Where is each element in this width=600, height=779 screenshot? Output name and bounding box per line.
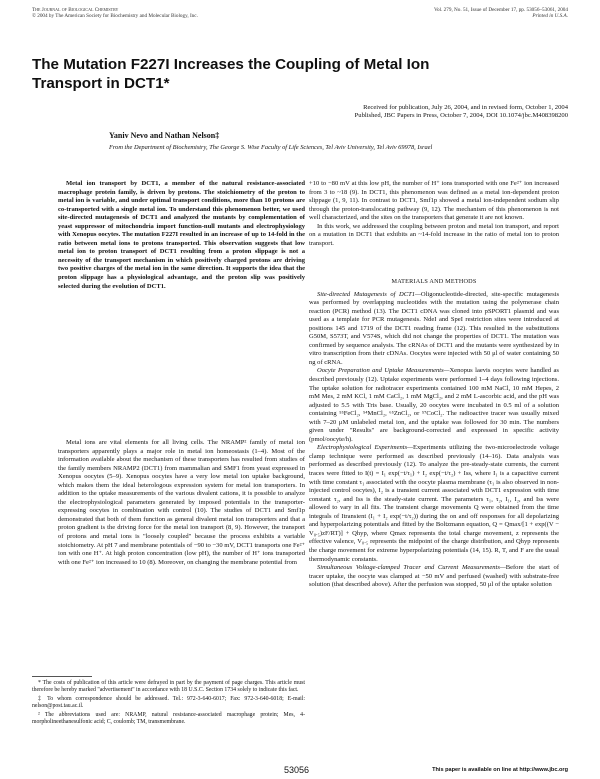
published-doi: Published, JBC Papers in Press, October 7, 2004, DOI 10.1074/jbc.M408398200 — [354, 112, 568, 120]
footnote-costs: * The costs of publication of this article were defrayed in part by the payment of page charges. This article must therefore be hereby marked "advertisement" in accordance with 18 U.S.C. Section 1734 solely to indicate this fact. — [32, 680, 305, 694]
article-title — [32, 55, 512, 93]
subheading-oocyte: Oocyte Preparation and Uptake Measurements— — [317, 367, 450, 375]
copyright: © 2004 by The American Society for Biochemistry and Molecular Biology, Inc. — [32, 13, 198, 20]
introduction-column — [58, 439, 305, 567]
electrophysiology-text: Experiments utilizing the two-microelectrode voltage clamp technique were performed as described previously (14–16). Data analysis was performed as described previously (12). To analyze the pre-steady-state currents, the current traces were fitted to I(t) = I₁ exp(−t/τ₁) + I₂ exp(−t/τ₂) + Iss, where I₁ is a capacitive current with time constant τ₁ associated with the oocyte plasma membrane (τ₁ is also observed in non-injected control oocytes), I₂ is a transient current associated with DCT1 expression with time constant τ₂, and Iss is the steady-state current. The parameters τ₁, τ₂, I₁, I₂, and Iss were allowed to vary in all fits. The transient charge movements Q were obtained from the time integrals of Itransient (I₁ + I₂ exp(−t/τ₂)) during the on and off responses for all depolarizing and hyperpolarizing potentials and fitted by the Boltzmann equation, Q = Qmax/[1 + exp((V − V₀.₅)zF/RT)] + Qhyp, where Qmax represents the total charge movement, z represents the effective valence, V₀.₅ represents the midpoint of the charge distribution, and Qhyp represents the charge movement for extreme hyperpolarizing potentials (14, 15). R, T, and F are the usual thermodynamic constants. — [309, 444, 559, 563]
tracer-text: Before the start of tracer uptake, the oocyte was clamped at −50 mV and perfused (washed) with substrate-free solution (that described above). After the perfusion was stopped, 50 μl of the uptake solution — [309, 564, 559, 589]
paragraph-this-work: In this work, we addressed the coupling between proton and metal ion transport, and report on a mutation in DCT1 that exhibits an ~14-fold increase in the ratio of metal ion to proton transport. — [309, 222, 559, 247]
title-line-1: The Mutation F227I Increases the Coupling of Metal Ion — [32, 56, 430, 73]
footnote-rule — [32, 676, 92, 677]
right-column-top — [309, 180, 559, 248]
footnote-correspondence: ‡ To whom correspondence should be addressed. Tel.: 972-3-640-6017; Fax: 972-3-640-6018; E-mail: nelson@post.tau.ac.il. — [32, 695, 305, 710]
received-dates: Received for publication, July 26, 2004, and in revised form, October 1, 2004 — [363, 104, 568, 111]
paragraph-continued: +10 to −80 mV at this low pH, the number of H⁺ ions transported with one Fe²⁺ ion increased from 3 to ~18 (9). In DCT1, this phenomenon was defined as a metal ion-dependent proton slippage (1, 9, 11). In contrast to DCT1, Smf1p showed a metal ion-independent sodium slip through the proton-translocating pathway (9, 12). The mechanism of this phenomenon is not well characterized, and the sites on the transporters that generate it are not known. — [309, 180, 559, 222]
subheading-electrophysiology: Electrophysiological Experiments— — [317, 444, 413, 452]
methods-section — [309, 272, 559, 590]
oocyte-text: Xenopus laevis oocytes were handled as described previously (12). Uptake experiments were performed 1–4 days following injections. The uptake solution for radiotracer experiments contained 100 mM NaCl, 10 mM Hepes, 2 mM Mes, 2 mM KCl, 1 mM CaCl₂, 1 mM MgCl₂, and 2 mM L-ascorbic acid, and the pH was adjusted to 5.5 with Tris base. Usually, 20 oocytes were incubated in 0.5 ml of a solution containing ⁵⁵FeCl₂, ⁵⁴MnCl₂, ⁶⁵ZnCl₂, or ⁵⁷CoCl₂. The radioactive tracer was usually mixed with 7–20 μM unlabeled metal ion, and the uptake was followed for 30 min. The numbers given under "Results" are background-corrected and expressed in specific activity (pmol/oocyte/h). — [309, 367, 559, 443]
subheading-mutagenesis: Site-directed Mutagenesis of DCT1— — [317, 290, 421, 298]
volume-info: Vol. 279, No. 51, Issue of December 17, pp. 53056–53061, 2004 — [433, 7, 568, 13]
journal-name: The Journal of Biological Chemistry — [32, 7, 119, 13]
methods-paragraph-mutagenesis — [309, 291, 559, 368]
publication-history — [168, 104, 568, 121]
printed-in: Printed in U.S.A. — [532, 13, 568, 20]
authors: Yaniv Nevo and Nathan Nelson‡ — [109, 131, 220, 140]
abstract: Metal ion transport by DCT1, a member of the natural resistance-associated macrophage protein family, is driven by protons. The stoichiometry of the proton to metal ion is variable, and under optimal transport conditions, more than 10 protons are co-transported with a single metal ion. To understand this phenomenon better, we used site-directed mutagenesis of DCT1 and analyzed the mutants by complementation of yeast suppressor of mitochondria import function-null mutants and electrophysiology with Xenopus oocytes. The mutation F227I resulted in an increase of up to 14-fold in the ratio between metal ions to protons transported. This observation suggests that low metal ion to proton transport of DCT1 resulting from a proton slippage is not a necessity of the transport mechanism in which positively charged protons are driving two positive charges of the metal ion in the same direction. It supports the idea that the proton slippage has a physiological advantage, and the proton slip was positively selected during the evolution of DCT1. — [58, 180, 305, 290]
availability-note: This paper is available on line at http://www.jbc.org — [432, 767, 568, 773]
running-header-right — [434, 7, 568, 20]
footnote-abbreviations: ² The abbreviations used are: NRAMP, natural resistance-associated macrophage protein; Mes, 4-morpholineethanesulfonic acid; C, coulomb; TM, transmembrane. — [32, 711, 305, 726]
page-number: 53056 — [284, 765, 310, 775]
abstract-column — [58, 180, 305, 291]
running-header-left — [32, 7, 198, 20]
introduction-paragraph: Metal ions are vital elements for all living cells. The NRAMP² family of metal ion transporters apparently plays a major role in metal ion homeostasis (1–4). Most of the information available about the mechanism of these transporters has resulted from studies of the family members NRAMP2 (DCT1) from mammalian and SMF1 from yeast expressed in Xenopus oocytes (5–9). Xenopus oocytes have a very low metal ion uptake background, which makes them the ideal heterologous expression system for metal ion transporters. In addition to the uptake measurements of the various divalent cations, it is possible to analyze the electrophysiological parameters generated by imposed potentials in the transporter-expressing oocytes in combination with control (10). The studies of DCT1 and Smf1p demonstrated that both of them function as general divalent metal ion transporters and that a proton gradient is the driving force for the metal ion transport (8, 9). However, the transport of protons and metal ions is "loosely coupled" because the process exhibits a variable stoichiometry. At pH 7 and membrane potentials of −90 to −30 mV, DCT1 transports one Fe²⁺ ion with one H⁺. At high proton concentration (low pH), the number of H⁺ ions transported with one Fe²⁺ ion increased to 10 (8). Moreover, on changing the membrane potential from — [58, 439, 306, 566]
methods-paragraph-oocyte — [309, 367, 559, 444]
subheading-tracer: Simultaneous Voltage-clamped Tracer and Current Measurements— — [317, 564, 506, 572]
methods-heading: MATERIALS AND METHODS — [391, 278, 477, 285]
footnotes — [32, 680, 305, 728]
methods-paragraph-tracer — [309, 564, 559, 590]
mutagenesis-text: Oligonucleotide-directed, site-specific mutagenesis was performed by overlapping nucleotides with the mutation using the polymerase chain reaction (PCR) method (13). The DCT1 cDNA was cloned into pSPORT1 plasmid and was used as a template for PCR mutagenesis. NdeI and SpeI restriction sites were introduced at positions 145 and 1719 of the DCT1 reading frame (12). This resulted in the substitutions G50M, S573T, and V574S, which did not change the properties of DCT1. The mutation was confirmed by sequence analysis. The cRNAs of DCT1 and the mutants were synthesized by in vitro transcription from their cDNAs. Oocytes were injected with 50 μl of water containing 50 ng of cRNA. — [309, 290, 559, 366]
affiliation: From the Department of Biochemistry, The George S. Wise Faculty of Life Sciences, Tel Aviv University, Tel Aviv 69978, Israel — [109, 144, 433, 151]
title-line-2: Transport in DCT1* — [32, 75, 170, 92]
methods-paragraph-electrophysiology — [309, 444, 559, 564]
